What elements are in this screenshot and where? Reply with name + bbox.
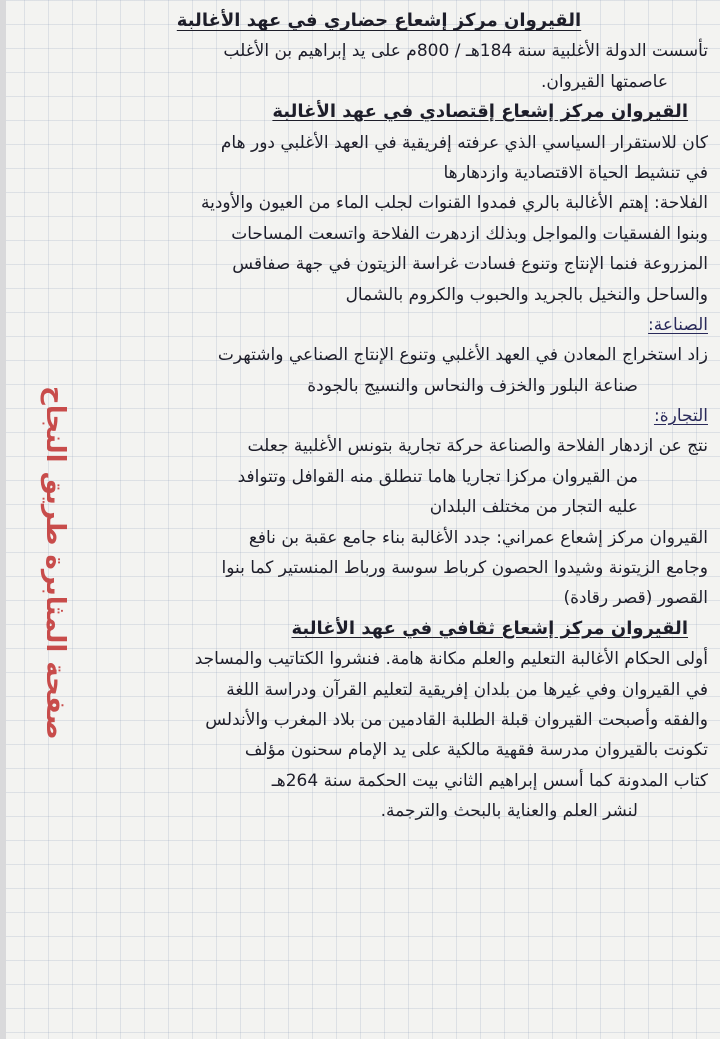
text-line: نتج عن ازدهار الفلاحة والصناعة حركة تجارية بتونس الأغلبية جعلت: [247, 436, 708, 457]
text-line: وبنوا الفسقيات والمواجل وبذلك ازدهرت الفلاحة واتسعت المساحات: [231, 223, 708, 244]
text-line: في القيروان وفي غيرها من بلدان إفريقية لتعليم القرآن ودراسة اللغة: [226, 679, 708, 700]
text-line: زاد استخراج المعادن في العهد الأغلبي وتنوع الإنتاج الصناعي واشتهرت: [217, 345, 708, 366]
section-heading-economy: القيروان مركز إشعاع إقتصادي في عهد الأغالبة: [272, 101, 688, 123]
text-line: لنشر العلم والعناية بالبحث والترجمة.: [380, 801, 638, 822]
text-line: عاصمتها القيروان.: [541, 71, 668, 92]
page-title: القيروان مركز إشعاع حضاري في عهد الأغالبة: [176, 10, 582, 31]
text-line: كتاب المدونة كما أسس إبراهيم الثاني بيت الحكمة سنة 264هـ: [271, 770, 708, 791]
text-line: صناعة البلور والخزف والنحاس والنسيج بالجودة: [307, 375, 638, 396]
text-line: المزروعة فنما الإنتاج وتنوع فسادت غراسة الزيتون في جهة صفاقس: [232, 254, 708, 275]
subheading-trade: التجارة:: [653, 406, 708, 427]
text-line: والساحل والنخيل بالجريد والحبوب والكروم بالشمال: [345, 284, 708, 305]
text-line: في تنشيط الحياة الاقتصادية وازدهارها: [443, 162, 708, 183]
text-line-agriculture: الفلاحة: إهتم الأغالبة بالري فمدوا القنوات لجلب الماء من العيون والأودية: [201, 193, 708, 214]
handwritten-notes: [30, 6, 708, 827]
text-line: من القيروان مركزا تجاريا هاما تنطلق منه القوافل وتتوافد: [237, 466, 638, 487]
text-line: كان للاستقرار السياسي الذي عرفته إفريقية في العهد الأغلبي دور هام: [220, 132, 708, 153]
text-line: تكونت بالقيروان مدرسة فقهية مالكية على يد الإمام سحنون مؤلف: [244, 740, 708, 761]
text-line: وجامع الزيتونة وشيدوا الحصون كرباط سوسة ورباط المنستير كما بنوا: [221, 558, 708, 579]
subheading-industry: الصناعة:: [648, 314, 708, 335]
watermark-text: صفحة المثابرة طريق النجاح: [40, 386, 70, 740]
text-line: القصور (قصر رقادة): [563, 588, 708, 609]
text-line: تأسست الدولة الأغلبية سنة 184هـ / 800م على يد إبراهيم بن الأغلب: [223, 41, 708, 62]
text-line-urban: القيروان مركز إشعاع عمراني: جدد الأغالبة بناء جامع عقبة بن نافع: [248, 527, 708, 548]
text-line: عليه التجار من مختلف البلدان: [429, 497, 638, 518]
text-line: والفقه وأصبحت القيروان قبلة الطلبة القادمين من بلاد المغرب والأندلس: [205, 709, 708, 730]
section-heading-culture: القيروان مركز إشعاع ثقافي في عهد الأغالبة: [291, 617, 688, 639]
text-line: أولى الحكام الأغالبة التعليم والعلم مكانة هامة. فنشروا الكتاتيب والمساجد: [194, 649, 708, 670]
page-edge: [0, 0, 6, 1039]
